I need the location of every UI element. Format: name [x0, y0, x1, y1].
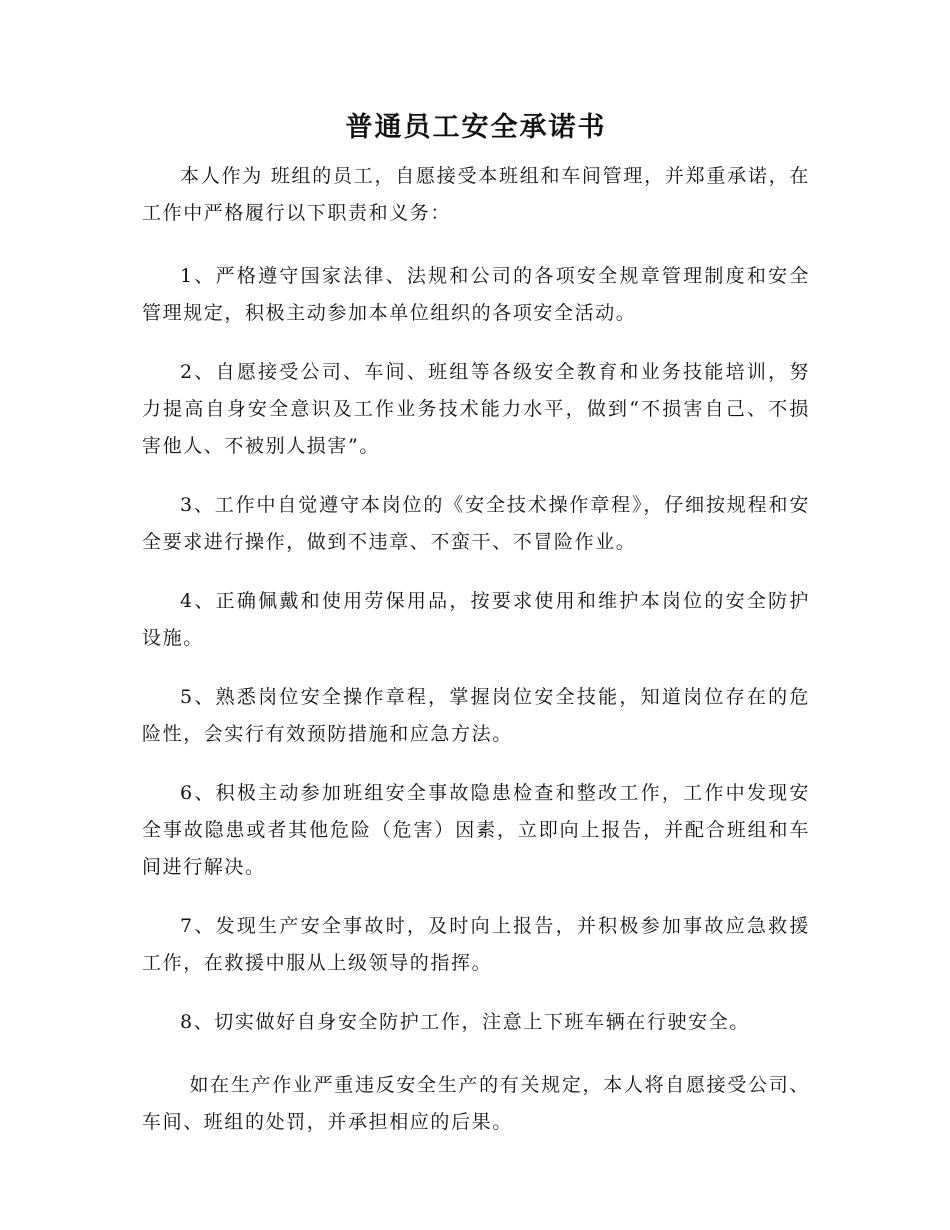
commitment-item-8: 8、切实做好自身安全防护工作，注意上下班车辆在行驶安全。 [180, 1011, 750, 1033]
commitment-item-3: 3、工作中自觉遵守本岗位的《安全技术操作章程》，仔细按规程和安全要求进行操作，做到不违章、不蛮干、不冒险作业。 [142, 494, 810, 553]
commitment-item-6: 6、积极主动参加班组安全事故隐患检查和整改工作，工作中发现安全事故隐患或者其他危险（危害）因素，立即向上报告，并配合班组和车间进行解决。 [142, 782, 810, 878]
intro-paragraph: 本人作为 班组的员工，自愿接受本班组和车间管理，并郑重承诺，在工作中严格履行以下职责和义务： [142, 165, 810, 224]
document-title: 普通员工安全承诺书 [345, 112, 607, 143]
commitment-item-1: 1、严格遵守国家法律、法规和公司的各项安全规章管理制度和安全管理规定，积极主动参加本单位组织的各项安全活动。 [142, 265, 810, 324]
commitment-item-4: 4、正确佩戴和使用劳保用品，按要求使用和维护本岗位的安全防护设施。 [142, 590, 810, 649]
commitment-item-7: 7、发现生产安全事故时，及时向上报告，并积极参加事故应急救援工作，在救援中服从上级领导的指挥。 [142, 915, 810, 974]
closing-paragraph: 如在生产作业严重违反安全生产的有关规定，本人将自愿接受公司、车间、班组的处罚，并承担相应的后果。 [142, 1074, 810, 1133]
document-page [142, 108, 810, 1163]
commitment-item-2: 2、自愿接受公司、车间、班组等各级安全教育和业务技能培训，努力提高自身安全意识及工作业务技术能力水平，做到“不损害自己、不损害他人、不被别人损害”。 [142, 361, 810, 457]
commitment-item-5: 5、熟悉岗位安全操作章程，掌握岗位安全技能，知道岗位存在的危险性，会实行有效预防措施和应急方法。 [142, 686, 810, 745]
